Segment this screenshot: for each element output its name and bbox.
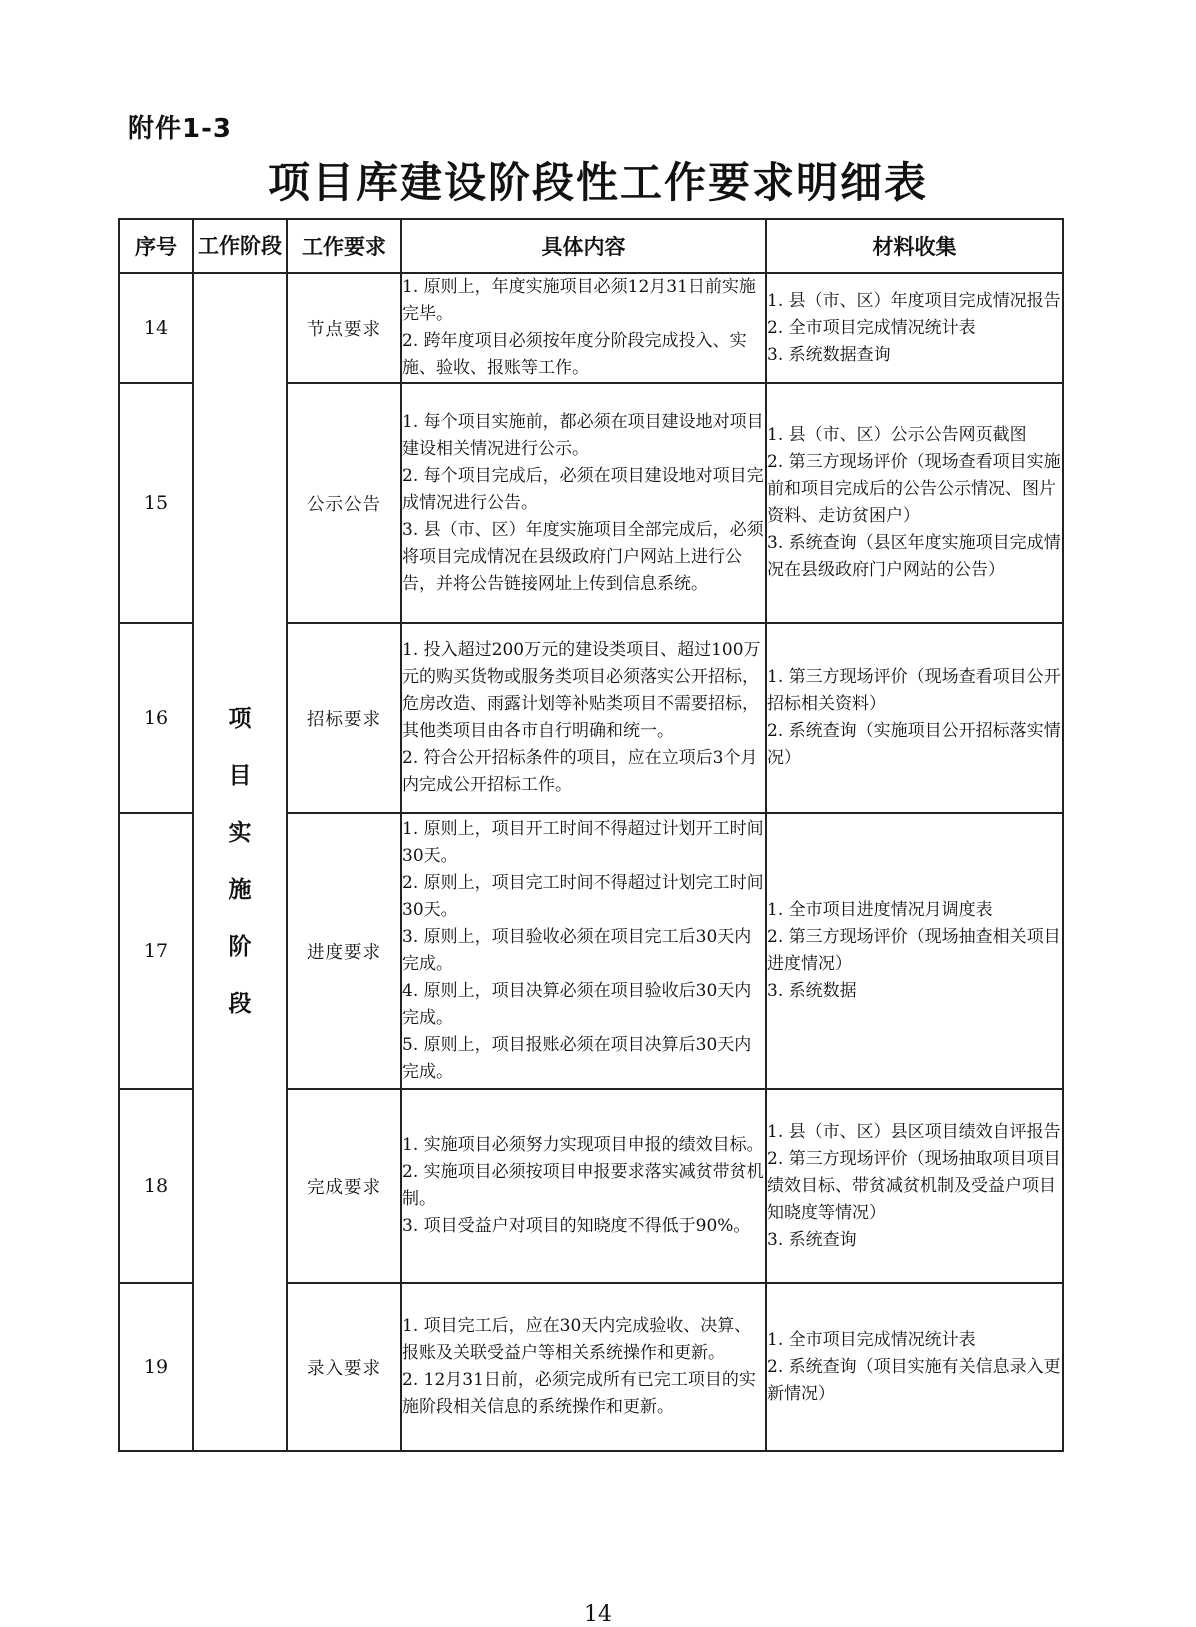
content-item: 2. 每个项目完成后，必须在项目建设地对项目完成情况进行公告。	[402, 465, 764, 513]
content-item: 1. 项目完工后，应在30天内完成验收、决算、报账及关联受益户等相关系统操作和更新。	[402, 1316, 752, 1363]
material-item: 3. 系统查询（县区年度实施项目完成情况在县级政府门户网站的公告）	[767, 533, 1061, 580]
requirement-cell: 完成要求	[287, 1089, 401, 1283]
row-number: 19	[119, 1283, 193, 1451]
col-header-num: 序号	[119, 219, 193, 273]
material-item: 1. 全市项目完成情况统计表	[767, 1329, 976, 1350]
stage-char: 阶	[228, 934, 252, 960]
material-item: 1. 县（市、区）年度项目完成情况报告	[767, 290, 1061, 311]
material-item: 2. 系统查询（实施项目公开招标落实情况）	[767, 721, 1061, 768]
material-item: 2. 第三方现场评价（现场抽查相关项目进度情况）	[767, 927, 1061, 974]
material-item: 2. 第三方现场评价（现场抽取项目项目绩效目标、带贫减贫机制及受益户项目知晓度等情况）	[767, 1148, 1061, 1223]
row-number: 14	[119, 273, 193, 383]
content-item: 1. 投入超过200万元的建设类项目、超过100万元的购买货物或服务类项目必须落实公开招标，危房改造、雨露计划等补贴类项目不需要招标，其他类项目由各市自行明确和统一。	[402, 640, 761, 741]
attachment-label: 附件1-3	[128, 114, 232, 144]
content-item: 3. 县（市、区）年度实施项目全部完成后，必须将项目完成情况在县级政府门户网站上进行公告，并将公告链接网址上传到信息系统。	[402, 519, 764, 594]
requirement-cell: 进度要求	[287, 813, 401, 1089]
content-item: 1. 每个项目实施前，都必须在项目建设地对项目建设相关情况进行公示。	[402, 411, 764, 459]
material-item: 2. 第三方现场评价（现场查看项目实施前和项目完成后的公告公示情况、图片资料、走访贫困户）	[767, 452, 1061, 526]
content-cell	[401, 623, 766, 813]
content-item: 1. 原则上，项目开工时间不得超过计划开工时间30天。	[402, 819, 764, 866]
materials-cell	[766, 623, 1063, 813]
col-header-content: 具体内容	[401, 219, 766, 273]
page-number: 14	[584, 1602, 612, 1627]
content-item: 2. 实施项目必须按项目申报要求落实减贫带贫机制。	[402, 1162, 764, 1209]
material-item: 2. 系统查询（项目实施有关信息录入更新情况）	[767, 1356, 1061, 1404]
content-cell	[401, 383, 766, 623]
content-item: 4. 原则上，项目决算必须在项目验收后30天内完成。	[402, 981, 752, 1028]
materials-cell	[766, 273, 1063, 383]
content-item: 2. 原则上，项目完工时间不得超过计划完工时间30天。	[402, 873, 764, 920]
material-item: 1. 第三方现场评价（现场查看项目公开招标相关资料）	[767, 667, 1061, 714]
material-item: 3. 系统数据	[767, 981, 857, 1001]
content-item: 1. 原则上，年度实施项目必须12月31日前实施完毕。	[402, 277, 756, 324]
material-item: 1. 县（市、区）公示公告网页截图	[767, 425, 1027, 445]
materials-cell	[766, 1283, 1063, 1451]
material-item: 2. 全市项目完成情况统计表	[767, 317, 976, 338]
row-number: 18	[119, 1089, 193, 1283]
table-row	[119, 273, 1063, 383]
content-item: 3. 项目受益户对项目的知晓度不得低于90%。	[402, 1216, 751, 1236]
row-number: 17	[119, 813, 193, 1089]
stage-cell	[193, 273, 287, 1451]
content-item: 2. 12月31日前，必须完成所有已完工项目的实施阶段相关信息的系统操作和更新。	[402, 1370, 756, 1417]
content-item: 1. 实施项目必须努力实现项目申报的绩效目标。	[402, 1135, 764, 1155]
requirement-cell: 节点要求	[287, 273, 401, 383]
material-item: 1. 县（市、区）县区项目绩效自评报告	[767, 1121, 1061, 1142]
stage-char: 施	[228, 877, 252, 903]
material-item: 3. 系统查询	[767, 1229, 857, 1250]
requirements-table	[118, 218, 1064, 1452]
content-cell	[401, 813, 766, 1089]
row-number: 15	[119, 383, 193, 623]
col-header-materials: 材料收集	[766, 219, 1063, 273]
page-title: 项目库建设阶段性工作要求明细表	[267, 158, 928, 207]
stage-char: 实	[228, 820, 252, 846]
materials-cell	[766, 1089, 1063, 1283]
materials-cell	[766, 813, 1063, 1089]
content-item: 3. 原则上，项目验收必须在项目完工后30天内完成。	[402, 927, 752, 974]
content-cell	[401, 1089, 766, 1283]
content-item: 5. 原则上，项目报账必须在项目决算后30天内完成。	[402, 1035, 752, 1082]
requirement-cell: 录入要求	[287, 1283, 401, 1451]
requirement-cell: 公示公告	[287, 383, 401, 623]
content-cell	[401, 1283, 766, 1451]
table-header-row	[119, 219, 1063, 273]
stage-char: 目	[228, 763, 252, 789]
material-item: 1. 全市项目进度情况月调度表	[767, 900, 993, 920]
stage-char: 段	[228, 991, 252, 1017]
row-number: 16	[119, 623, 193, 813]
material-item: 3. 系统数据查询	[767, 344, 891, 365]
content-item: 2. 符合公开招标条件的项目，应在立项后3个月内完成公开招标工作。	[402, 748, 758, 795]
content-cell	[401, 273, 766, 383]
col-header-requirement: 工作要求	[287, 219, 401, 273]
col-header-stage: 工作阶段	[193, 219, 287, 273]
stage-char: 项	[228, 706, 252, 732]
content-item: 2. 跨年度项目必须按年度分阶段完成投入、实施、验收、报账等工作。	[402, 331, 747, 378]
requirement-cell: 招标要求	[287, 623, 401, 813]
materials-cell	[766, 383, 1063, 623]
